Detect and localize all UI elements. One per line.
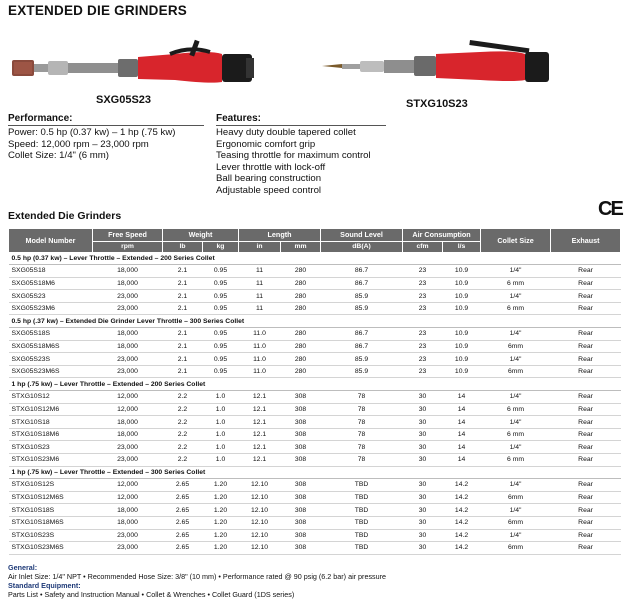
table-cell: 86.7 [321, 265, 403, 278]
table-cell: 14.2 [443, 516, 481, 529]
table-cell: Rear [551, 441, 621, 454]
table-cell: 23,000 [93, 454, 163, 467]
table-cell: 30 [403, 403, 443, 416]
table-cell: Rear [551, 529, 621, 542]
table-cell: 30 [403, 441, 443, 454]
table-cell: 2.1 [163, 290, 203, 303]
table-cell: 18,000 [93, 340, 163, 353]
model-number-cell: STXG10S12S [9, 479, 93, 492]
table-row [9, 290, 621, 303]
table-cell: 12.10 [239, 529, 281, 542]
header-air-consumption: Air Consumption [403, 229, 481, 242]
table-row [9, 277, 621, 290]
table-row [9, 340, 621, 353]
table-cell: 1/4" [481, 265, 551, 278]
table-cell: 280 [281, 277, 321, 290]
header-collet-size: Collet Size [481, 229, 551, 253]
header-model-number: Model Number [9, 229, 93, 253]
table-body [9, 252, 621, 554]
table-cell: 1.20 [203, 542, 239, 555]
table-row [9, 416, 621, 429]
table-row [9, 265, 621, 278]
table-cell: 86.7 [321, 340, 403, 353]
subheader-kg: kg [203, 241, 239, 252]
model-number-cell: STXG10S18 [9, 416, 93, 429]
table-cell: Rear [551, 328, 621, 341]
model-number-cell: STXG10S18S [9, 504, 93, 517]
table-cell: Rear [551, 365, 621, 378]
table-cell: 12.1 [239, 391, 281, 404]
table-cell: 10.9 [443, 328, 481, 341]
table-cell: 14 [443, 428, 481, 441]
table-cell: 0.95 [203, 302, 239, 315]
table-cell: 308 [281, 529, 321, 542]
table-cell: 2.65 [163, 529, 203, 542]
table-cell: 1.20 [203, 479, 239, 492]
model-number-cell: SXG05S23S [9, 353, 93, 366]
table-cell: 6mm [481, 542, 551, 555]
subheader-ls: l/s [443, 241, 481, 252]
table-cell: 78 [321, 416, 403, 429]
header-exhaust: Exhaust [551, 229, 621, 253]
features-heading: Features: [216, 113, 386, 126]
page-title: EXTENDED DIE GRINDERS [8, 3, 187, 18]
table-cell: Rear [551, 454, 621, 467]
table-cell: 1/4" [481, 504, 551, 517]
table-cell: 86.7 [321, 328, 403, 341]
table-cell: 23,000 [93, 353, 163, 366]
table-cell: 18,000 [93, 416, 163, 429]
table-cell: 2.1 [163, 340, 203, 353]
table-cell: 30 [403, 416, 443, 429]
model-number-cell: SXG05S18M6S [9, 340, 93, 353]
table-cell: 85.9 [321, 290, 403, 303]
table-cell: 308 [281, 504, 321, 517]
group-header-row [9, 466, 621, 479]
group-title: 0.5 hp (.37 kw) – Extended Die Grinder Lever Throttle – 300 Series Collet [9, 315, 621, 328]
table-cell: 280 [281, 340, 321, 353]
table-cell: 6 mm [481, 454, 551, 467]
table-cell: Rear [551, 542, 621, 555]
subheader-mm: mm [281, 241, 321, 252]
table-cell: 14.2 [443, 542, 481, 555]
table-cell: 2.65 [163, 479, 203, 492]
table-cell: Rear [551, 416, 621, 429]
group-title: 1 hp (.75 kw) – Lever Throttle – Extended – 200 Series Collet [9, 378, 621, 391]
table-cell: 14 [443, 416, 481, 429]
table-cell: 14 [443, 403, 481, 416]
table-row [9, 504, 621, 517]
feature-item: Ball bearing construction [216, 173, 322, 185]
table-cell: 23 [403, 353, 443, 366]
table-cell: 280 [281, 290, 321, 303]
table-row [9, 353, 621, 366]
table-cell: Rear [551, 277, 621, 290]
table-cell: 18,000 [93, 516, 163, 529]
table-cell: 12.10 [239, 504, 281, 517]
table-cell: 30 [403, 504, 443, 517]
general-notes [8, 563, 386, 581]
table-cell: 12,000 [93, 479, 163, 492]
table-cell: Rear [551, 479, 621, 492]
header-weight: Weight [163, 229, 239, 242]
table-cell: 14 [443, 391, 481, 404]
table-row [9, 542, 621, 555]
table-cell: 14.2 [443, 491, 481, 504]
feature-item: Teasing throttle for maximum control [216, 150, 371, 162]
subheader-rpm: rpm [93, 241, 163, 252]
table-cell: Rear [551, 491, 621, 504]
table-cell: Rear [551, 353, 621, 366]
table-cell: 78 [321, 391, 403, 404]
table-cell: 2.65 [163, 542, 203, 555]
table-row [9, 441, 621, 454]
table-cell: 0.95 [203, 290, 239, 303]
ce-mark-logo: CE [598, 198, 622, 220]
table-cell: 86.7 [321, 277, 403, 290]
table-cell: 78 [321, 428, 403, 441]
subheader-lb: lb [163, 241, 203, 252]
group-header-row [9, 315, 621, 328]
header-sound-level: Sound Level [321, 229, 403, 242]
model-number-cell: STXG10S18M6 [9, 428, 93, 441]
table-row [9, 391, 621, 404]
table-cell: 85.9 [321, 302, 403, 315]
table-cell: 23,000 [93, 365, 163, 378]
subheader-dba: dB(A) [321, 241, 403, 252]
table-cell: TBD [321, 491, 403, 504]
table-cell: 10.9 [443, 353, 481, 366]
table-cell: 308 [281, 428, 321, 441]
standard-equipment-notes [8, 581, 294, 599]
table-cell: 2.65 [163, 504, 203, 517]
table-cell: 1/4" [481, 391, 551, 404]
table-cell: 11 [239, 265, 281, 278]
table-cell: 1/4" [481, 353, 551, 366]
table-cell: 11 [239, 277, 281, 290]
model-number-cell: STXG10S23 [9, 441, 93, 454]
table-cell: Rear [551, 504, 621, 517]
standard-equipment-heading: Standard Equipment: [8, 581, 81, 590]
table-cell: 10.9 [443, 277, 481, 290]
table-cell: 6mm [481, 516, 551, 529]
stxg10s23-grinder-image [320, 36, 552, 92]
table-cell: 2.1 [163, 277, 203, 290]
model-number-cell: SXG05S23 [9, 290, 93, 303]
table-cell: Rear [551, 391, 621, 404]
table-cell: 23,000 [93, 542, 163, 555]
standard-equipment-text: Parts List • Safety and Instruction Manual • Collet & Wrenches • Collet Guard (1DS series) [8, 590, 295, 599]
table-cell: 1.20 [203, 504, 239, 517]
table-cell: 30 [403, 529, 443, 542]
table-cell: 11.0 [239, 353, 281, 366]
model-number-cell: STXG10S12M6S [9, 491, 93, 504]
table-cell: 18,000 [93, 328, 163, 341]
table-cell: 23,000 [93, 290, 163, 303]
model-number-cell: SXG05S18 [9, 265, 93, 278]
table-cell: 1.0 [203, 428, 239, 441]
table-cell: 10.9 [443, 365, 481, 378]
table-row [9, 403, 621, 416]
table-cell: 308 [281, 491, 321, 504]
table-cell: 0.95 [203, 365, 239, 378]
model-number-cell: SXG05S18S [9, 328, 93, 341]
model-number-cell: SXG05S23M6 [9, 302, 93, 315]
table-cell: 12.10 [239, 516, 281, 529]
table-cell: 1.20 [203, 516, 239, 529]
general-heading: General: [8, 563, 38, 572]
table-cell: 78 [321, 441, 403, 454]
table-cell: 14.2 [443, 504, 481, 517]
general-text: Air Inlet Size: 1/4" NPT • Recommended Hose Size: 3/8" (10 mm) • Performance rated @ 90 psig (6.2 bar) air pressure [8, 572, 387, 581]
table-cell: 2.2 [163, 391, 203, 404]
table-cell: Rear [551, 290, 621, 303]
group-header-row [9, 252, 621, 265]
table-cell: TBD [321, 529, 403, 542]
performance-collet-size: Collet Size: 1/4" (6 mm) [8, 150, 109, 162]
tool-label-sxg05s23: SXG05S23 [96, 94, 152, 106]
table-cell: 10.9 [443, 340, 481, 353]
group-title: 0.5 hp (0.37 kw) – Lever Throttle – Extended – 200 Series Collet [9, 252, 621, 265]
table-cell: 2.1 [163, 365, 203, 378]
model-number-cell: SXG05S23M6S [9, 365, 93, 378]
table-cell: 12.1 [239, 416, 281, 429]
table-cell: 2.2 [163, 416, 203, 429]
table-cell: Rear [551, 302, 621, 315]
table-cell: 23 [403, 328, 443, 341]
table-cell: 2.2 [163, 454, 203, 467]
table-cell: 0.95 [203, 340, 239, 353]
table-title: Extended Die Grinders [8, 210, 122, 222]
table-cell: 85.9 [321, 353, 403, 366]
table-cell: 12.1 [239, 403, 281, 416]
table-cell: 12.10 [239, 491, 281, 504]
table-cell: 12.1 [239, 441, 281, 454]
table-cell: 1/4" [481, 416, 551, 429]
table-cell: 2.1 [163, 328, 203, 341]
table-cell: 14 [443, 441, 481, 454]
table-cell: 14.2 [443, 479, 481, 492]
table-cell: 280 [281, 365, 321, 378]
table-cell: 11.0 [239, 365, 281, 378]
table-cell: 11.0 [239, 340, 281, 353]
model-number-cell: SXG05S18M6 [9, 277, 93, 290]
table-row [9, 454, 621, 467]
table-cell: 12.1 [239, 454, 281, 467]
group-header-row [9, 378, 621, 391]
model-number-cell: STXG10S23M6S [9, 542, 93, 555]
table-cell: 308 [281, 479, 321, 492]
table-cell: Rear [551, 428, 621, 441]
table-cell: 280 [281, 328, 321, 341]
table-cell: 6mm [481, 365, 551, 378]
table-cell: Rear [551, 340, 621, 353]
table-row [9, 491, 621, 504]
table-cell: 30 [403, 391, 443, 404]
subheader-cfm: cfm [403, 241, 443, 252]
table-cell: 30 [403, 516, 443, 529]
table-cell: 2.1 [163, 353, 203, 366]
table-cell: Rear [551, 265, 621, 278]
table-row [9, 328, 621, 341]
table-row [9, 428, 621, 441]
table-cell: TBD [321, 542, 403, 555]
table-cell: 18,000 [93, 428, 163, 441]
table-cell: 30 [403, 491, 443, 504]
table-cell: 30 [403, 542, 443, 555]
table-cell: 2.1 [163, 302, 203, 315]
table-cell: 1.0 [203, 403, 239, 416]
table-cell: 23 [403, 340, 443, 353]
table-cell: 23 [403, 277, 443, 290]
table-cell: 14 [443, 454, 481, 467]
table-cell: 1.0 [203, 441, 239, 454]
table-cell: 12,000 [93, 403, 163, 416]
table-cell: 6mm [481, 340, 551, 353]
table-cell: 85.9 [321, 365, 403, 378]
table-row [9, 529, 621, 542]
tool-label-stxg10s23: STXG10S23 [406, 98, 468, 110]
table-cell: 0.95 [203, 353, 239, 366]
subheader-in: in [239, 241, 281, 252]
table-cell: 308 [281, 454, 321, 467]
table-cell: 11 [239, 290, 281, 303]
table-cell: 30 [403, 454, 443, 467]
table-cell: 10.9 [443, 290, 481, 303]
table-cell: 6 mm [481, 428, 551, 441]
table-cell: 2.2 [163, 403, 203, 416]
specifications-table [8, 228, 621, 555]
table-cell: 12,000 [93, 391, 163, 404]
table-cell: 0.95 [203, 328, 239, 341]
table-cell: 308 [281, 391, 321, 404]
table-cell: TBD [321, 504, 403, 517]
table-cell: 1/4" [481, 441, 551, 454]
feature-item: Heavy duty double tapered collet [216, 127, 356, 138]
table-cell: 1.0 [203, 416, 239, 429]
table-row [9, 516, 621, 529]
table-cell: 23,000 [93, 529, 163, 542]
table-cell: Rear [551, 516, 621, 529]
table-cell: 18,000 [93, 504, 163, 517]
table-cell: 308 [281, 542, 321, 555]
table-cell: 6mm [481, 491, 551, 504]
features-list [216, 127, 371, 197]
sxg05s23-grinder-image [10, 34, 260, 98]
table-cell: 23 [403, 365, 443, 378]
table-cell: 280 [281, 302, 321, 315]
performance-list [8, 127, 175, 162]
table-cell: 280 [281, 353, 321, 366]
table-cell: 6 mm [481, 403, 551, 416]
table-cell: TBD [321, 516, 403, 529]
table-cell: 23,000 [93, 302, 163, 315]
table-row [9, 302, 621, 315]
table-cell: 1.20 [203, 491, 239, 504]
table-cell: 11 [239, 302, 281, 315]
table-cell: 23 [403, 265, 443, 278]
table-cell: 1/4" [481, 290, 551, 303]
table-cell: 10.9 [443, 302, 481, 315]
table-cell: 308 [281, 403, 321, 416]
model-number-cell: STXG10S12M6 [9, 403, 93, 416]
table-cell: 14.2 [443, 529, 481, 542]
feature-item: Ergonomic comfort grip [216, 138, 316, 150]
table-cell: 1/4" [481, 328, 551, 341]
table-cell: 308 [281, 441, 321, 454]
model-number-cell: STXG10S23S [9, 529, 93, 542]
performance-speed: Speed: 12,000 rpm – 23,000 rpm [8, 138, 149, 150]
table-cell: 18,000 [93, 277, 163, 290]
table-cell: 1.20 [203, 529, 239, 542]
model-number-cell: STXG10S18M6S [9, 516, 93, 529]
table-cell: 1/4" [481, 479, 551, 492]
header-free-speed: Free Speed [93, 229, 163, 242]
table-cell: 308 [281, 416, 321, 429]
table-cell: 30 [403, 479, 443, 492]
table-cell: 6 mm [481, 302, 551, 315]
table-cell: 2.65 [163, 491, 203, 504]
table-cell: 23,000 [93, 441, 163, 454]
table-cell: 12.10 [239, 542, 281, 555]
table-cell: 18,000 [93, 265, 163, 278]
group-title: 1 hp (.75 kw) – Lever Throttle – Extended – 300 Series Collet [9, 466, 621, 479]
table-cell: 11.0 [239, 328, 281, 341]
table-cell: 23 [403, 290, 443, 303]
model-number-cell: STXG10S12 [9, 391, 93, 404]
feature-item: Lever throttle with lock-off [216, 161, 326, 173]
performance-power: Power: 0.5 hp (0.37 kw) – 1 hp (.75 kw) [8, 127, 176, 138]
table-cell: 0.95 [203, 277, 239, 290]
table-cell: 2.2 [163, 441, 203, 454]
table-cell: 30 [403, 428, 443, 441]
table-cell: 1/4" [481, 529, 551, 542]
table-cell: 23 [403, 302, 443, 315]
table-cell: 280 [281, 265, 321, 278]
table-cell: 78 [321, 454, 403, 467]
table-cell: 2.2 [163, 428, 203, 441]
performance-heading: Performance: [8, 113, 204, 126]
table-cell: Rear [551, 403, 621, 416]
table-cell: 10.9 [443, 265, 481, 278]
table-row [9, 365, 621, 378]
table-cell: 78 [321, 403, 403, 416]
table-cell: 2.1 [163, 265, 203, 278]
table-cell: 1.0 [203, 454, 239, 467]
table-cell: 6 mm [481, 277, 551, 290]
table-cell: 1.0 [203, 391, 239, 404]
table-cell: 2.65 [163, 516, 203, 529]
header-length: Length [239, 229, 321, 242]
table-cell: 12.10 [239, 479, 281, 492]
table-cell: TBD [321, 479, 403, 492]
table-row [9, 479, 621, 492]
table-cell: 0.95 [203, 265, 239, 278]
feature-item: Adjustable speed control [216, 184, 322, 196]
model-number-cell: STXG10S23M6 [9, 454, 93, 467]
table-cell: 12.1 [239, 428, 281, 441]
table-cell: 308 [281, 516, 321, 529]
table-cell: 12,000 [93, 491, 163, 504]
